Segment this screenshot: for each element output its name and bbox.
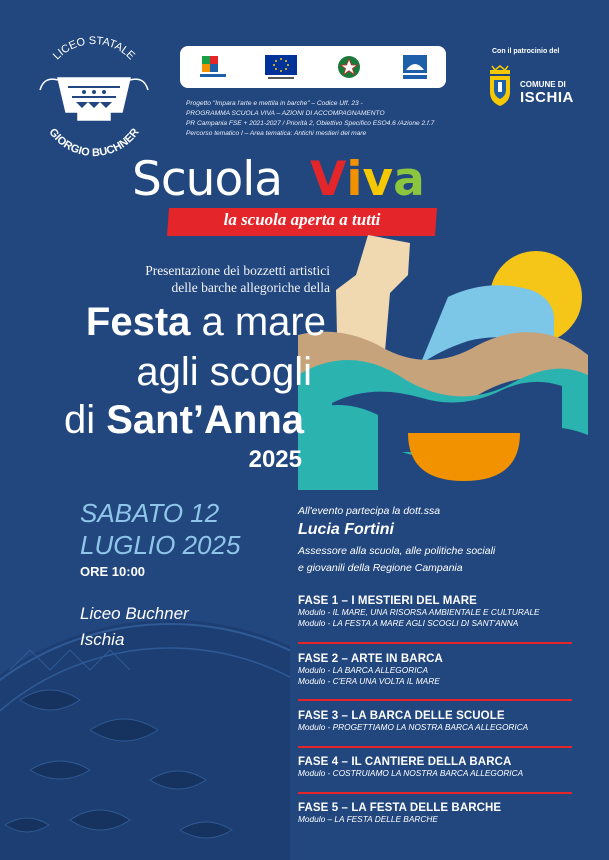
phase-module: Modulo - LA BARCA ALLEGORICA bbox=[298, 665, 429, 675]
project-description bbox=[186, 99, 476, 139]
regione-campania-logo bbox=[400, 52, 430, 82]
guest-intro: All'evento partecipa la dott.ssa bbox=[298, 505, 441, 517]
italian-emblem-logo bbox=[334, 52, 364, 82]
guest-role-line2: e giovanili della Regione Campania bbox=[298, 562, 463, 574]
phase-title: FASE 3 – LA BARCA DELLE SCUOLE bbox=[298, 710, 505, 722]
phase-4 bbox=[298, 756, 572, 779]
comune-crest-icon bbox=[486, 64, 514, 108]
brand-viva-letter: V bbox=[310, 152, 347, 207]
phase-3 bbox=[298, 710, 572, 733]
phase-title: FASE 2 – ARTE IN BARCA bbox=[298, 653, 443, 665]
school-name-line2: GIORGIO BUCHNER bbox=[46, 126, 142, 160]
phase-module: Modulo - IL MARE, UNA RISORSA AMBIENTALE E CULTURALE bbox=[298, 607, 540, 617]
event-time: ORE 10:00 bbox=[80, 564, 146, 579]
brand-viva-letter: a bbox=[393, 152, 425, 207]
venue-line1: Liceo Buchner bbox=[80, 604, 189, 623]
phase-1 bbox=[298, 595, 572, 629]
phase-divider bbox=[298, 746, 572, 748]
title-di: di bbox=[63, 398, 107, 442]
brand-viva-letter: v bbox=[362, 152, 394, 207]
event-title-line1 bbox=[40, 300, 326, 344]
phase-module: Modulo - LA FESTA A MARE AGLI SCOGLI DI SANT'ANNA bbox=[298, 618, 519, 628]
phase-divider bbox=[298, 699, 572, 701]
project-line: Progetto "Impara l'arte e mettila in barche" – Codice Uff. 23 - bbox=[186, 100, 363, 107]
title-a-mare: a mare bbox=[190, 300, 326, 344]
phase-2 bbox=[298, 653, 572, 687]
patrocinio-label: Con il patrocinio del bbox=[492, 48, 560, 55]
presentation-line: delle barche allegoriche della bbox=[171, 280, 330, 295]
eu-flag-logo bbox=[264, 52, 298, 82]
svg-text:LICEO STATALE bbox=[51, 35, 137, 62]
comune-city: ISCHIA bbox=[520, 89, 574, 106]
event-date-line1: SABATO 12 bbox=[80, 498, 220, 528]
phase-module: Modulo - C'ERA UNA VOLTA IL MARE bbox=[298, 676, 440, 686]
brand-scuola: Scuola bbox=[132, 152, 283, 207]
presentation-line: Presentazione dei bozzetti artistici bbox=[145, 263, 330, 278]
title-festa: Festa bbox=[85, 300, 191, 344]
project-line: Percorso tematico I – Area tematica: Antichi mestieri del mare bbox=[186, 130, 367, 137]
title-santanna: Sant’Anna bbox=[106, 398, 304, 442]
phase-title: FASE 1 – I MESTIERI DEL MARE bbox=[298, 595, 477, 607]
phase-title: FASE 5 – LA FESTA DELLE BARCHE bbox=[298, 802, 502, 814]
event-title-line2: agli scogli bbox=[136, 350, 312, 394]
venue-line2: Ischia bbox=[80, 630, 125, 649]
phase-divider bbox=[298, 642, 572, 644]
tagline: la scuola aperta a tutti bbox=[223, 210, 381, 229]
project-line: PR Campania FSE + 2021-2027 / Priorità 2, Obiettivo Specifico ESO4.6 /Azione 2.f.7 bbox=[186, 120, 435, 127]
guest-name: Lucia Fortini bbox=[298, 521, 394, 538]
brand-viva bbox=[310, 152, 425, 208]
phase-title: FASE 4 – IL CANTIERE DELLA BARCA bbox=[298, 756, 512, 768]
fish-pattern-decoration bbox=[0, 610, 290, 860]
school-name-line1: LICEO STATALE bbox=[50, 34, 138, 63]
sant-anna-illustration bbox=[298, 215, 588, 490]
event-title-line3 bbox=[18, 398, 304, 442]
phase-module: Modulo - PROGETTIAMO LA NOSTRA BARCA ALLEGORICA bbox=[298, 722, 529, 732]
svg-text:GIORGIO BUCHNER bbox=[46, 126, 141, 159]
project-line: PROGRAMMA SCUOLA VIVA – AZIONI DI ACCOMPAGNAMENTO bbox=[186, 110, 385, 117]
phase-5 bbox=[298, 802, 572, 825]
funding-logos-strip bbox=[180, 46, 446, 88]
presentation-text bbox=[60, 262, 330, 296]
phase-divider bbox=[298, 792, 572, 794]
comune-label: COMUNE DI bbox=[520, 80, 566, 89]
phase-module: Modulo - COSTRUIAMO LA NOSTRA BARCA ALLEGORICA bbox=[298, 768, 524, 778]
phase-module: Modulo – LA FESTA DELLE BARCHE bbox=[298, 814, 438, 824]
event-date-line2: LUGLIO 2025 bbox=[80, 530, 241, 560]
school-logo bbox=[28, 32, 160, 162]
event-year: 2025 bbox=[248, 446, 302, 473]
guest-role-line1: Assessore alla scuola, alle politiche sociali bbox=[298, 545, 496, 557]
coesione-italia-logo bbox=[198, 52, 228, 82]
brand-viva-letter: i bbox=[346, 152, 363, 207]
